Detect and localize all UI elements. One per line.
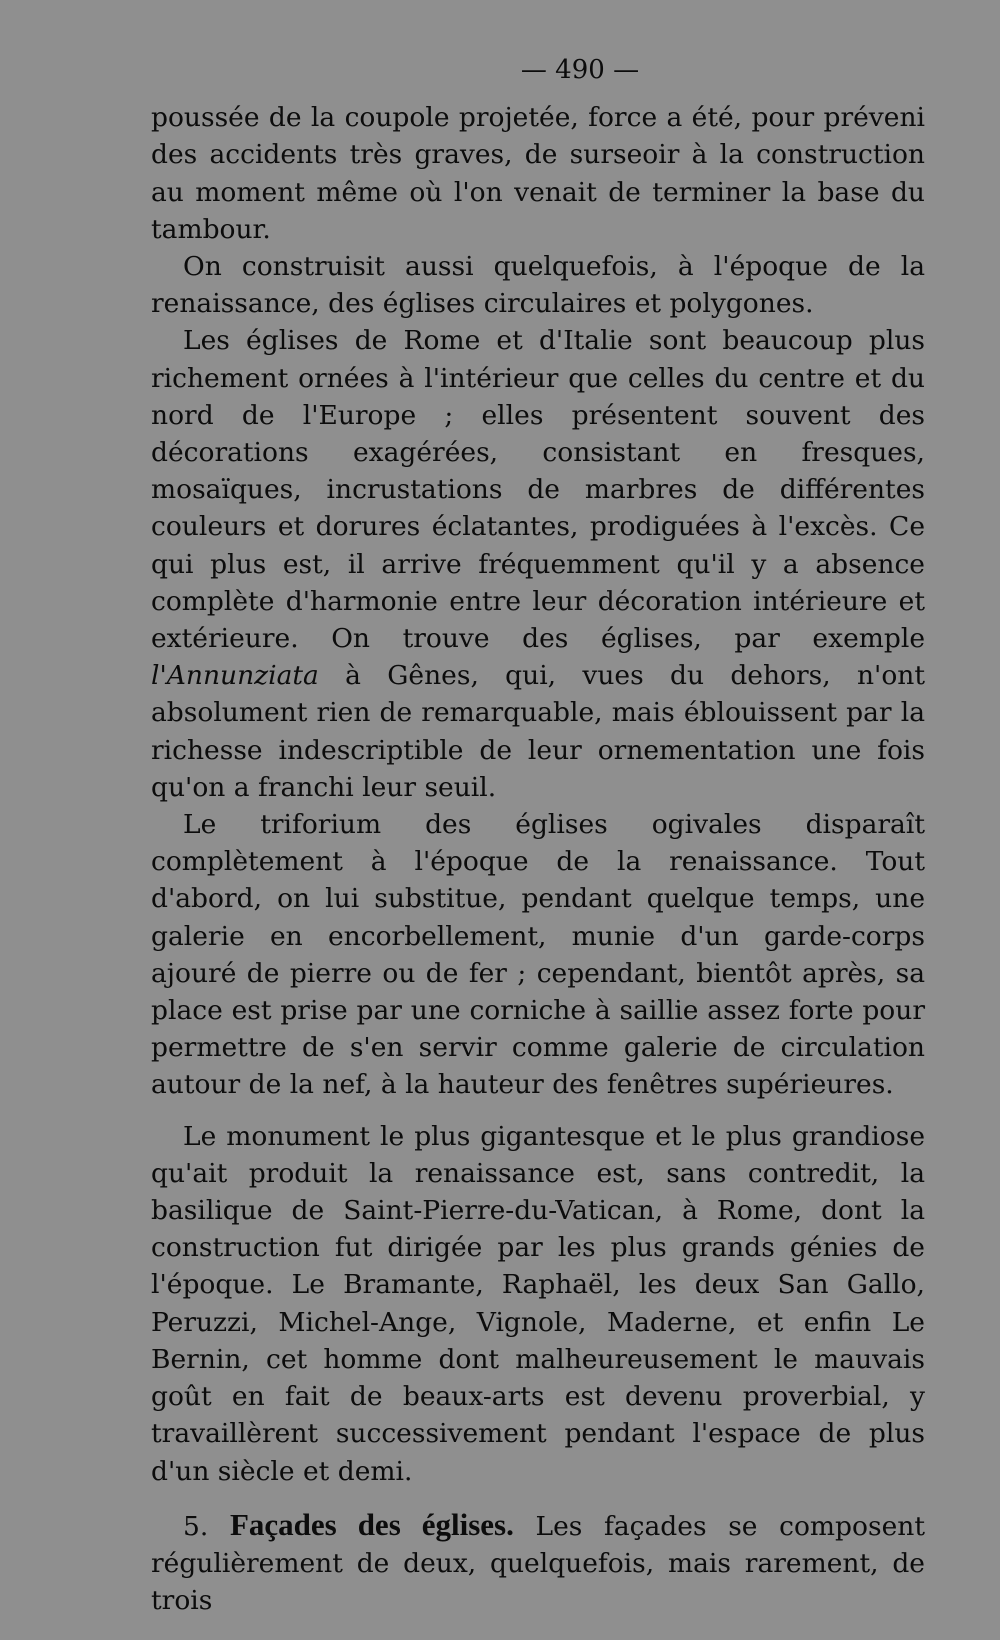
paragraph-3 xyxy=(151,322,925,806)
page-number: — 490 — xyxy=(520,55,640,85)
paragraph-4: Le triforium des églises ogivales disparaît complètement à l'époque de la renaissance. Tout d'abord, on lui substitue, pendant quelque temps, une galerie en encorbellement, munie d'un garde-corps ajouré de pierre ou de fer ; cependant, bientôt après, sa place est prise par une corniche à saillie assez forte pour permettre de s'en servir comme galerie de circulation autour de la nef, à la hauteur des fenêtres supérieures. xyxy=(151,809,925,1101)
paragraph-2: On construisit aussi quelquefois, à l'époque de la renaissance, des églises circulaires et polygones. xyxy=(151,251,925,320)
paragraph-5: Le monument le plus gigantesque et le plus grandiose qu'ait produit la renaissance est, sans contredit, la basilique de Saint-Pierre-du-Vatican, à Rome, dont la construction fut dirigée par les plus grands génies de l'époque. Le Bramante, Raphaël, les deux San Gallo, Peruzzi, Michel-Ange, Vignole, Maderne, et enfin Le Bernin, cet homme dont malheureusement le mauvais goût en fait de beaux-arts est devenu proverbial, y travaillèrent successivement pendant l'espace de plus d'un siècle et demi. xyxy=(151,1120,925,1487)
paragraph-1: poussée de la coupole projetée, force a été, pour préveni des accidents très graves, de surseoir à la construction au moment même où l'on venait de terminer la base du tambour. xyxy=(151,102,925,245)
paragraph-3-text-b: à Gênes, qui, vues du dehors, n'ont absolument rien de remarquable, mais éblouissent par la richesse indescriptible de leur ornementation une fois qu'on a franchi leur seuil. xyxy=(151,660,925,803)
book-page xyxy=(151,52,925,1619)
paragraph-3-text-a: Les églises de Rome et d'Italie sont beaucoup plus richement ornées à l'intérieur que celles du centre et du nord de l'Europe ; elles présentent souvent des décorations exagérées, consistant en fresques, mosaïques, incrustations de marbres de différentes couleurs et dorures éclatantes, prodiguées à l'excès. Ce qui plus est, il arrive fréquemment qu'il y a absence complète d'harmonie entre leur décoration intérieure et extérieure. On trouve des églises, par exemple xyxy=(151,325,925,655)
annunziata-italic: l'Annunziata xyxy=(151,660,319,692)
section-paragraph xyxy=(151,1506,925,1620)
section-heading: Façades des églises. xyxy=(229,1506,514,1542)
section-text: Les façades se composent régulièrement de deux, quelquefois, mais rarement, de trois xyxy=(151,1510,925,1617)
section-number: 5. xyxy=(183,1510,209,1542)
